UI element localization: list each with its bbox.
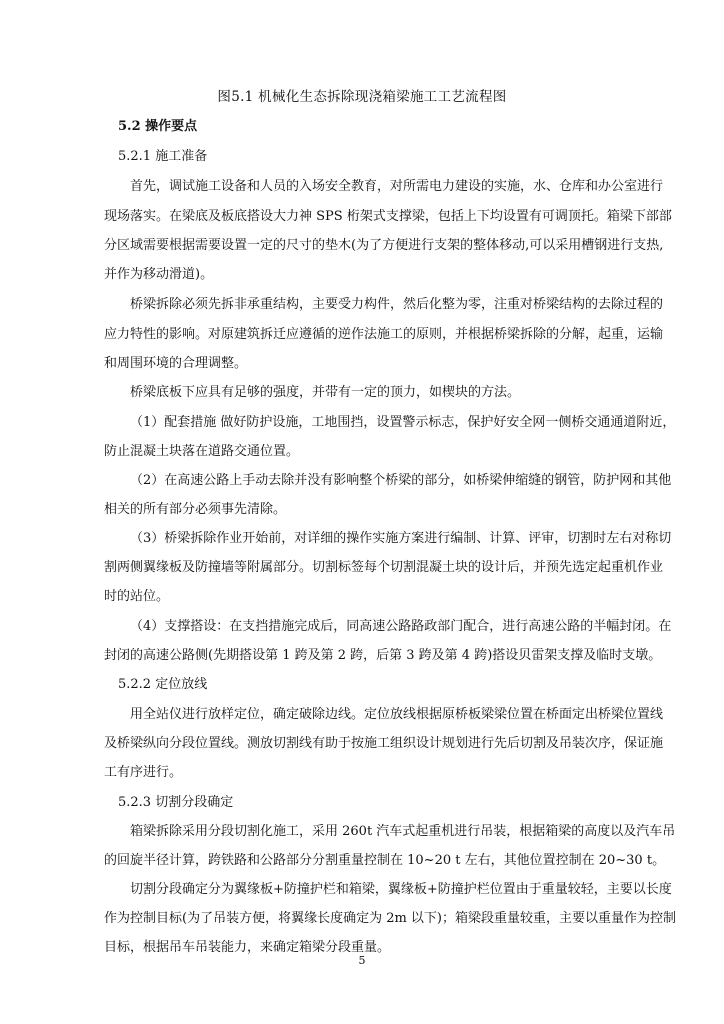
text-line: 并作为移动滑道)。 xyxy=(104,267,214,282)
text-line: 用全站仪进行放样定位，确定破除边线。定位放线根据原桥板梁梁位置在桥面定出桥梁位置线 xyxy=(130,707,664,722)
text-line: 割两侧翼缘板及防撞墙等附属部分。切割标签每个切割混凝土块的设计后，并预先选定起重机作业 xyxy=(104,560,664,575)
text-line: 5.2 操作要点 xyxy=(118,119,198,134)
text-line: 箱梁拆除采用分段切割化施工，采用 260t 汽车式起重机进行吊装，根据箱梁的高度以及汽车吊 xyxy=(130,824,676,839)
text-line: 时的站位。 xyxy=(104,589,170,604)
text-line: 5.2.2 定位放线 xyxy=(118,677,208,692)
text-line: 应力特性的影响。对原建筑拆迁应遵循的逆作法施工的原则，并根据桥梁拆除的分解，起重，运输 xyxy=(104,327,664,342)
text-line: 和周围环境的合理调整。 xyxy=(104,356,248,371)
text-line: 及桥梁纵向分段位置线。测放切割线有助于按施工组织设计规划进行先后切割及吊装次序，保证施 xyxy=(104,736,664,751)
text-line: 5.2.1 施工准备 xyxy=(118,149,208,164)
text-line: 桥梁拆除必须先拆非承重结构，主要受力构件，然后化整为零，注重对桥梁结构的去除过程的 xyxy=(130,297,664,312)
text-line: 相关的所有部分必须事先清除。 xyxy=(104,502,287,517)
text-line: 封闭的高速公路侧(先期搭设第 1 跨及第 2 跨，后第 3 跨及第 4 跨)搭设贝雷架支撑及临时支墩。 xyxy=(104,648,662,663)
text-line: （1）配套措施 做好防护设施，工地围挡，设置警示标志，保护好安全网一侧桥交通通道附近， xyxy=(130,415,676,430)
text-line: （2）在高速公路上手动去除并没有影响整个桥梁的部分，如桥梁伸缩缝的钢管，防护网和其他 xyxy=(130,473,672,488)
figure-caption: 图5.1 机械化生态拆除现浇箱梁施工工艺流程图 xyxy=(217,89,507,105)
text-line: 桥梁底板下应具有足够的强度，并带有一定的顶力，如楔块的方法。 xyxy=(130,385,521,400)
text-line: 首先，调试施工设备和人员的入场安全教育，对所需电力建设的实施，水、仓库和办公室进行 xyxy=(130,179,664,194)
text-line: （4）支撑搭设：在支挡措施完成后，同高速公路路政部门配合，进行高速公路的半幅封闭。在 xyxy=(130,619,672,634)
page-number: 5 xyxy=(358,954,366,967)
text-line: 防止混凝土块落在道路交通位置。 xyxy=(104,444,300,459)
text-line: 作为控制目标(为了吊装方便，将翼缘长度确定为 2m 以下)；箱梁段重量较重，主要以重量作为控制 xyxy=(104,911,677,926)
text-line: 的回旋半径计算，跨铁路和公路部分分割重量控制在 10~20 t 左右，其他位置控制在 20~30 t。 xyxy=(104,853,666,868)
text-line: 切割分段确定分为翼缘板+防撞护栏和箱梁，翼缘板+防撞护栏位置由于重量较轻，主要以长度 xyxy=(130,882,672,897)
text-line: 分区域需要根据需要设置一定的尺寸的垫木(为了方便进行支架的整体移动,可以采用槽钢进行支热, xyxy=(104,238,664,253)
text-line: 现场落实。在梁底及板底搭设大力神 SPS 桁架式支撑梁，包括上下均设置有可调顶托。箱梁下部部 xyxy=(104,209,672,224)
text-line: 工有序进行。 xyxy=(104,765,183,780)
text-line: 目标，根据吊车吊装能力，来确定箱梁分段重量。 xyxy=(104,940,391,955)
text-line: （3）桥梁拆除作业开始前，对详细的操作实施方案进行编制、计算、评审，切割时左右对称切 xyxy=(130,531,672,546)
text-line: 5.2.3 切割分段确定 xyxy=(118,795,234,810)
